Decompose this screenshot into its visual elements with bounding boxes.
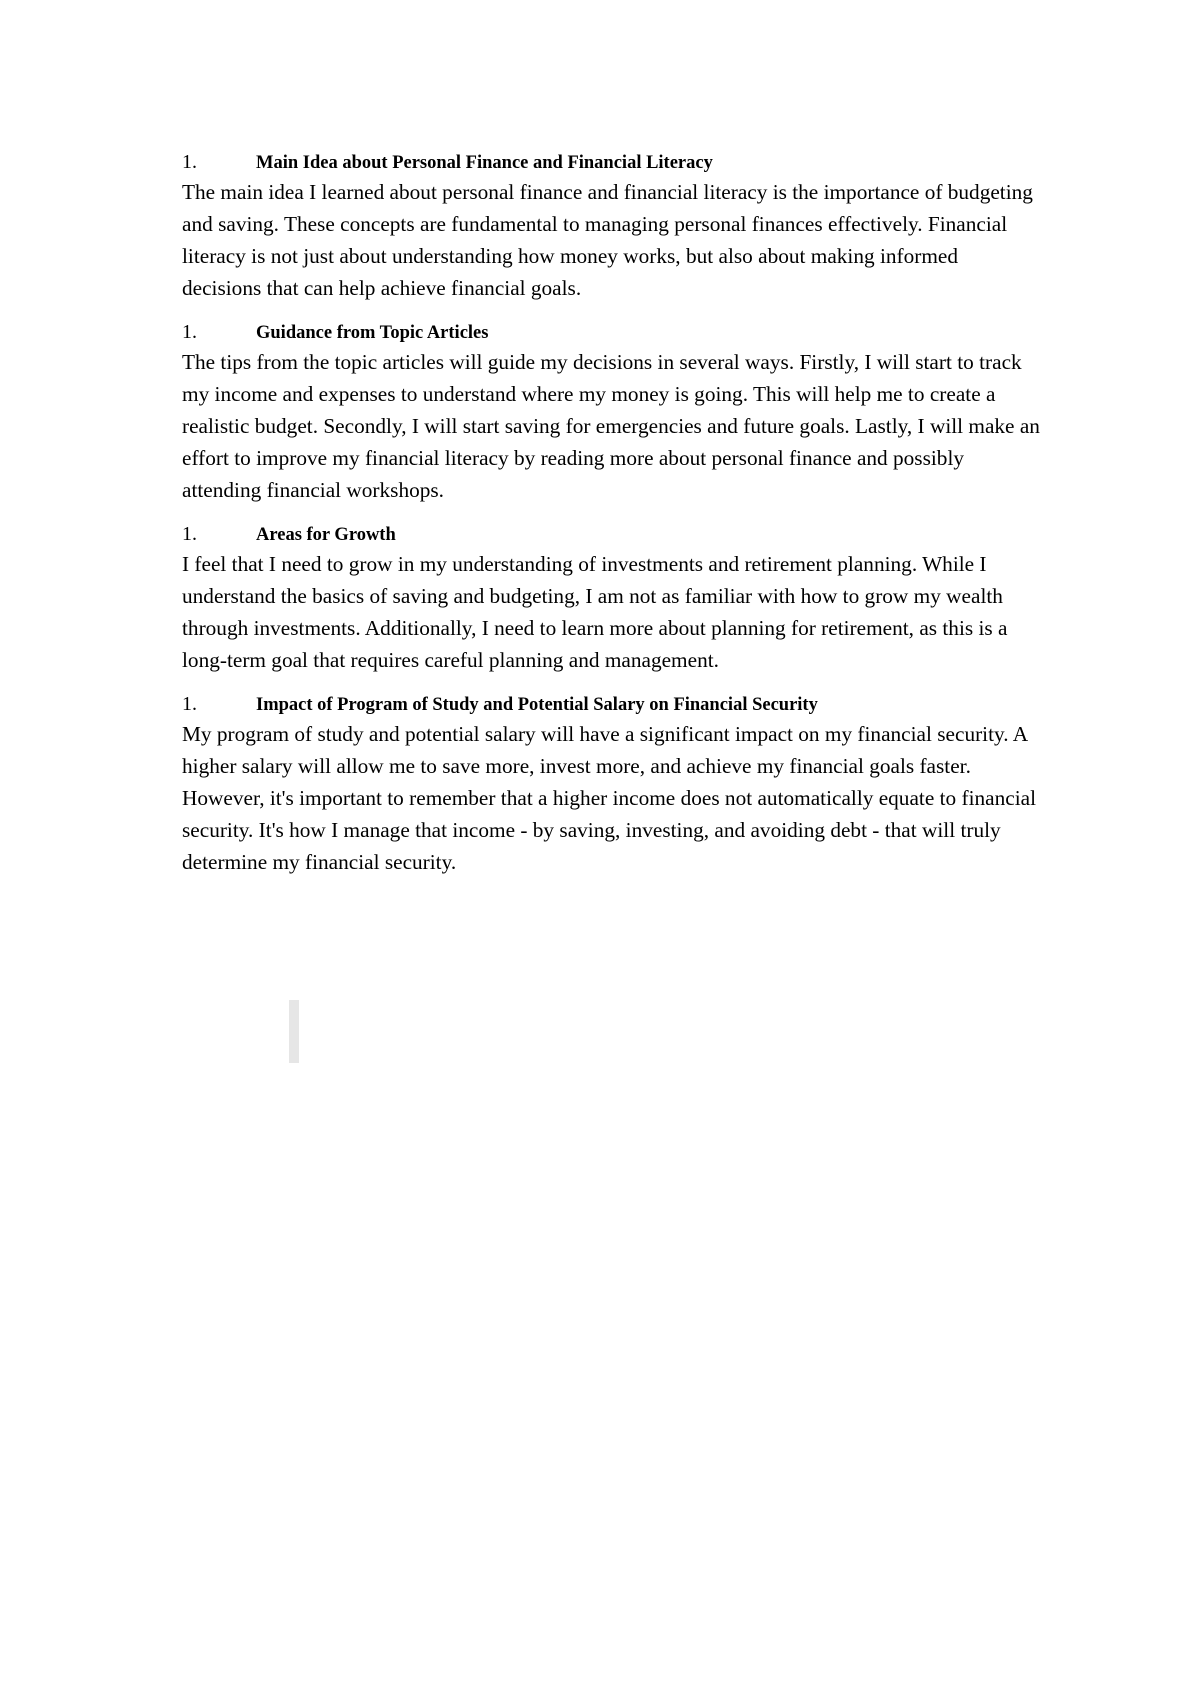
section-title: Main Idea about Personal Finance and Financial Literacy	[256, 153, 713, 173]
section-guidance	[182, 318, 1042, 506]
section-heading	[182, 690, 1042, 718]
list-number: 1.	[182, 523, 197, 545]
section-body: The tips from the topic articles will guide my decisions in several ways. Firstly, I will start to track my income and expenses to understand where my money is going. This will help me to create a realistic budget. Secondly, I will start saving for emergencies and future goals. Lastly, I will make an effort to improve my financial literacy by reading more about personal finance and possibly attending financial workshops.	[182, 350, 1040, 502]
document-content	[182, 148, 1042, 892]
section-title: Guidance from Topic Articles	[256, 323, 489, 343]
list-number: 1.	[182, 321, 197, 343]
section-body: I feel that I need to grow in my understanding of investments and retirement planning. While I understand the basics of saving and budgeting, I am not as familiar with how to grow my wealth through investments. Additionally, I need to learn more about planning for retirement, as this is a long-term goal that requires careful planning and management.	[182, 552, 1008, 672]
section-areas-for-growth	[182, 520, 1042, 676]
section-main-idea	[182, 148, 1042, 304]
section-heading	[182, 148, 1042, 176]
text-cursor-bar	[289, 1000, 299, 1063]
section-impact	[182, 690, 1042, 878]
section-body: The main idea I learned about personal finance and financial literacy is the importance of budgeting and saving. These concepts are fundamental to managing personal finances effectively. Financial literacy is not just about understanding how money works, but also about making informed decisions that can help achieve financial goals.	[182, 180, 1033, 300]
list-number: 1.	[182, 693, 197, 715]
section-title: Areas for Growth	[256, 525, 396, 545]
section-body: My program of study and potential salary will have a significant impact on my financial security. A higher salary will allow me to save more, invest more, and achieve my financial goals faster. However, it's important to remember that a higher income does not automatically equate to financial security. It's how I manage that income - by saving, investing, and avoiding debt - that will truly determine my financial security.	[182, 722, 1036, 874]
section-heading	[182, 318, 1042, 346]
section-title: Impact of Program of Study and Potential Salary on Financial Security	[256, 695, 818, 715]
list-number: 1.	[182, 151, 197, 173]
section-heading	[182, 520, 1042, 548]
